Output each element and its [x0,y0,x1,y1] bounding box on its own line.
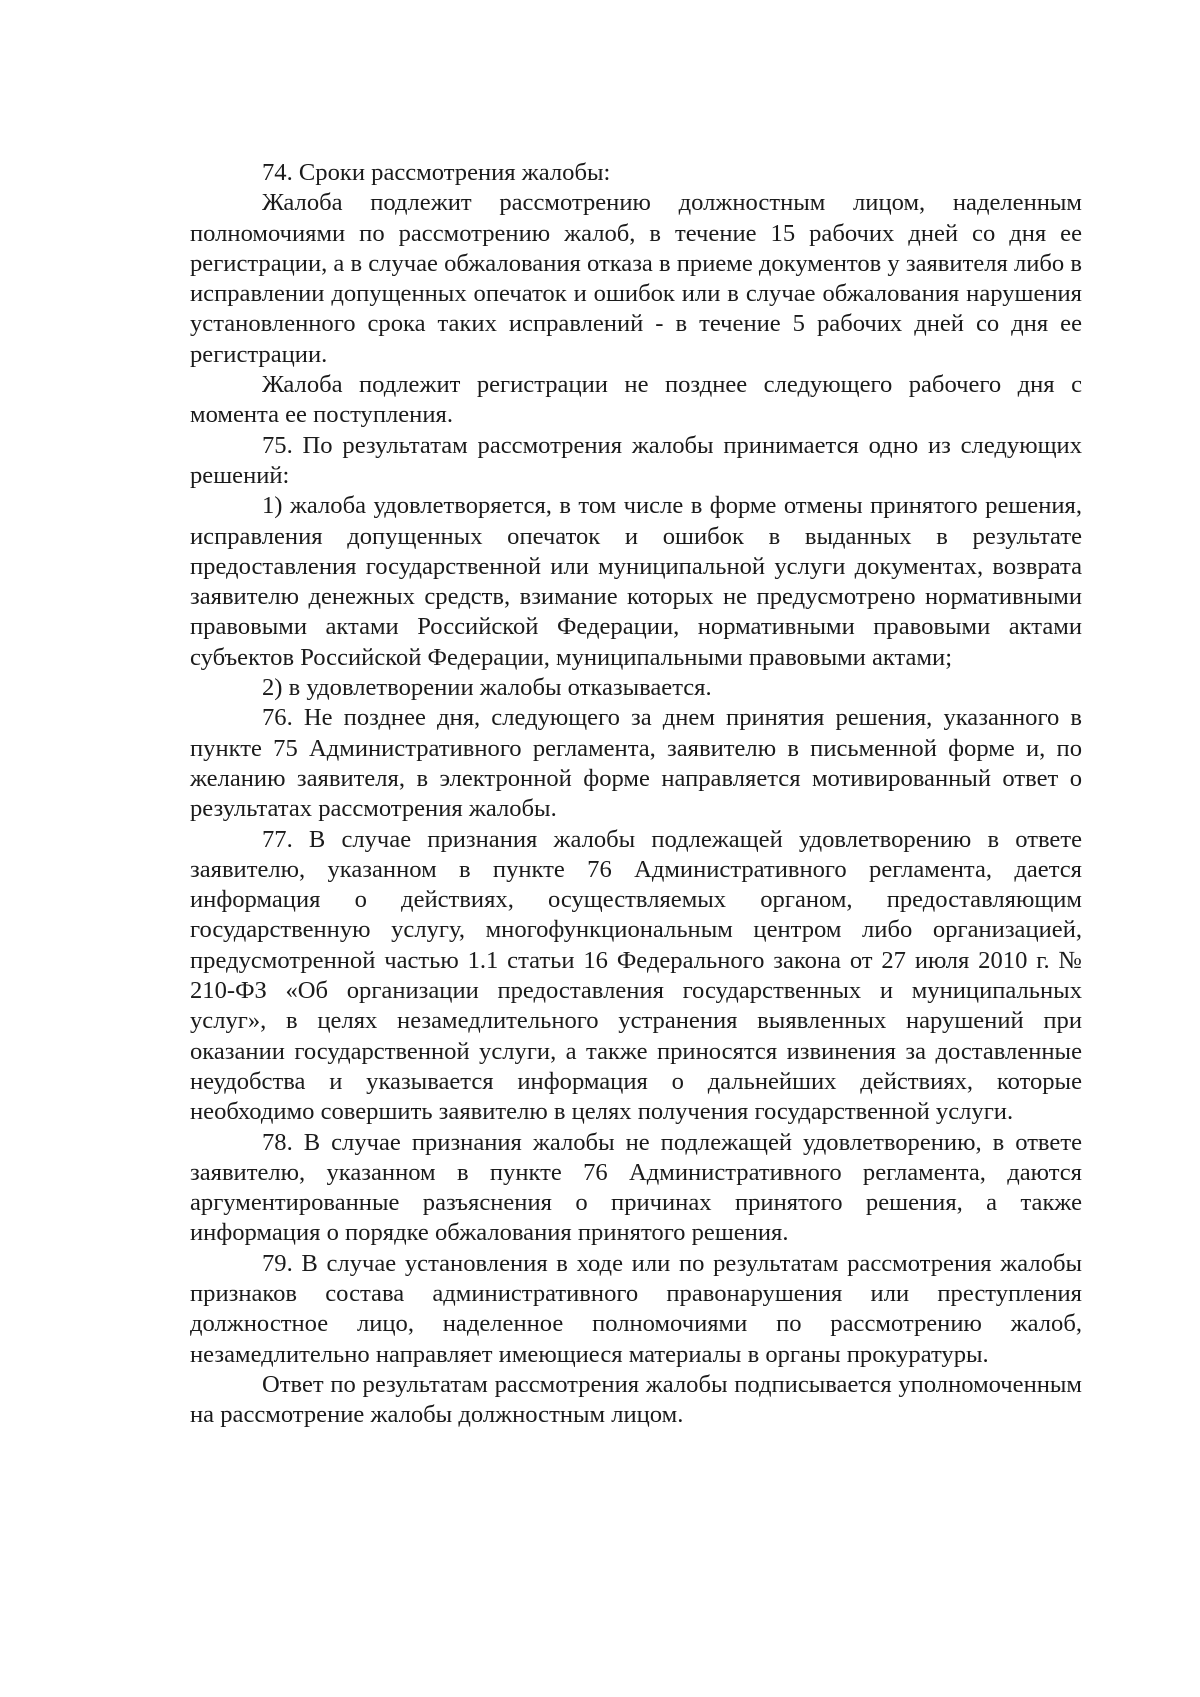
paragraph-75-item-1: 1) жалоба удовлетворяется, в том числе в форме отмены принятого решения, исправления допущенных опечаток и ошибок в выданных в результате предоставления государственной или муниципальной услуги документах, возврата заявителю денежных средств, взимание которых не предусмотрено нормативными правовыми актами Российской Федерации, нормативными правовыми актами субъектов Российской Федерации, муниципальными правовыми актами; [190,492,1082,671]
paragraph-75: 75. По результатам рассмотрения жалобы принимается одно из следующих решений: [190,431,1082,489]
paragraph-77: 77. В случае признания жалобы подлежащей удовлетворению в ответе заявителю, указанном в пункте 76 Административного регламента, дается информация о действиях, осуществляемых органом, предоставляющим государственную услугу, многофункциональным центром либо организацией, предусмотренной частью 1.1 статьи 16 Федерального закона от 27 июля 2010 г. № 210-ФЗ «Об организации предоставления государственных и муниципальных услуг», в целях незамедлительного устранения выявленных нарушений при оказании государственной услуги, а также приносятся извинения за доставленные неудобства и указывается информация о дальнейших действиях, которые необходимо совершить заявителю в целях получения государственной услуги. [190,825,1082,1126]
paragraph-76: 76. Не позднее дня, следующего за днем принятия решения, указанного в пункте 75 Административного регламента, заявителю в письменной форме и, по желанию заявителя, в электронной форме направляется мотивированный ответ о результатах рассмотрения жалобы. [190,704,1082,823]
paragraph-74-term: Жалоба подлежит рассмотрению должностным лицом, наделенным полномочиями по рассмотрению жалоб, в течение 15 рабочих дней со дня ее регистрации, а в случае обжалования отказа в приеме документов у заявителя либо в исправлении допущенных опечаток и ошибок или в случае обжалования нарушения установленного срока таких исправлений - в течение 5 рабочих дней со дня ее регистрации. [190,189,1082,368]
paragraph-78: 78. В случае признания жалобы не подлежащей удовлетворению, в ответе заявителю, указанном в пункте 76 Административного регламента, даются аргументированные разъяснения о причинах принятого решения, а также информация о порядке обжалования принятого решения. [190,1128,1082,1247]
paragraph-79: 79. В случае установления в ходе или по результатам рассмотрения жалобы признаков состава административного правонарушения или преступления должностное лицо, наделенное полномочиями по рассмотрению жалоб, незамедлительно направляет имеющиеся материалы в органы прокуратуры. [190,1249,1082,1368]
paragraph-74-heading: 74. Сроки рассмотрения жалобы: [262,159,611,186]
paragraph-75-item-2: 2) в удовлетворении жалобы отказывается. [262,674,712,702]
document-page [190,158,1082,1430]
paragraph-74-registration: Жалоба подлежит регистрации не позднее следующего рабочего дня с момента ее поступления. [190,371,1082,429]
paragraph-signature: Ответ по результатам рассмотрения жалобы подписывается уполномоченным на рассмотрение жалобы должностным лицом. [190,1370,1082,1429]
